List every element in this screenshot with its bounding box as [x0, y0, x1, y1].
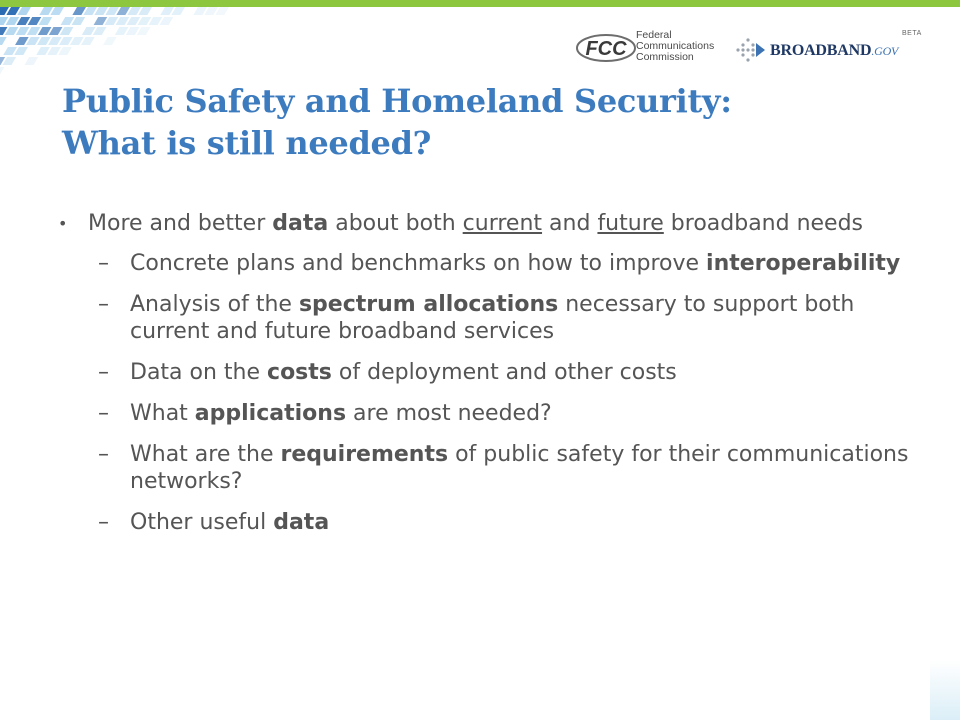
main-bullet: [58, 210, 918, 238]
underline-current: current: [462, 211, 543, 236]
emphasis-requirements: requirements: [280, 442, 449, 467]
mosaic-tile: [127, 17, 141, 25]
fcc-emblem-icon: [576, 28, 636, 68]
sub-bullet-requirements: [58, 441, 918, 495]
mosaic-tile: [160, 17, 174, 25]
mosaic-tile: [160, 7, 174, 15]
mosaic-tile: [215, 7, 229, 15]
mosaic-tile: [126, 27, 140, 35]
mosaic-tile: [0, 37, 7, 45]
mosaic-tile: [60, 27, 74, 35]
mosaic-tile: [81, 37, 95, 45]
mosaic-tile: [17, 17, 31, 25]
mosaic-tile: [103, 37, 117, 45]
text-run: of public safety for their communications networks?: [130, 442, 909, 494]
fcc-mark: FCC: [585, 38, 627, 60]
mosaic-tile: [127, 7, 141, 15]
mosaic-tile: [149, 17, 163, 25]
dash-marker: –: [98, 442, 109, 467]
mosaic-tile: [105, 7, 119, 15]
text-run: about both: [328, 211, 463, 236]
mosaic-tile: [6, 17, 20, 25]
mosaic-tile: [17, 7, 31, 15]
fcc-name-line-1: Federal: [636, 29, 672, 41]
emphasis-interoperability: interoperability: [706, 251, 901, 276]
text-run: What are the: [130, 442, 281, 467]
mosaic-tile: [15, 37, 29, 45]
text-run: broadband needs: [663, 211, 864, 236]
dash-marker: –: [98, 401, 109, 426]
broadband-word: BROADBAND: [770, 42, 872, 59]
mosaic-tile: [204, 7, 218, 15]
mosaic-tile: [49, 27, 63, 35]
main-bullet-text: [88, 211, 863, 236]
text-run: Other useful: [130, 510, 274, 535]
mosaic-tile: [25, 57, 39, 65]
mosaic-tile: [48, 37, 62, 45]
mosaic-tile: [58, 47, 72, 55]
text-run: and: [542, 211, 598, 236]
text-run: are most needed?: [346, 401, 552, 426]
mosaic-tile: [171, 7, 185, 15]
broadband-arrow-icon: [734, 34, 768, 66]
mosaic-tile: [38, 27, 52, 35]
broadband-gov-logo: [734, 30, 934, 66]
dash-marker: –: [98, 251, 109, 276]
underline-future: future: [597, 211, 664, 236]
text-run: More and better: [88, 211, 273, 236]
beta-label: BETA: [902, 30, 922, 37]
fcc-name-line-2: Communications: [636, 40, 715, 52]
pixel-mosaic-decoration: [0, 7, 380, 87]
dash-marker: –: [98, 510, 109, 535]
mosaic-tile: [105, 17, 119, 25]
mosaic-tile: [193, 7, 207, 15]
slide-body: [58, 210, 918, 550]
mosaic-tile: [0, 67, 4, 75]
mosaic-tile: [27, 27, 41, 35]
emphasis-data: data: [272, 211, 329, 236]
mosaic-tile: [5, 27, 19, 35]
mosaic-tile: [36, 47, 50, 55]
mosaic-tile: [116, 7, 130, 15]
mosaic-tile: [72, 7, 86, 15]
mosaic-tile: [59, 37, 73, 45]
fcc-name-line-3: Commission: [636, 51, 694, 63]
mosaic-tile: [14, 47, 28, 55]
mosaic-tile: [47, 47, 61, 55]
mosaic-tile: [26, 37, 40, 45]
fcc-name: [636, 30, 736, 63]
mosaic-tile: [138, 17, 152, 25]
text-run: What: [130, 401, 195, 426]
title-line-1: Public Safety and Homeland Security:: [62, 82, 732, 120]
corner-gradient-decoration: [930, 660, 960, 720]
mosaic-tile: [94, 17, 108, 25]
sub-bullet-interoperability: [58, 250, 918, 277]
sub-bullet-applications: [58, 400, 918, 427]
mosaic-tile: [70, 37, 84, 45]
mosaic-tile: [16, 27, 30, 35]
text-run: of deployment and other costs: [331, 360, 677, 385]
emphasis-applications: applications: [194, 401, 347, 426]
mosaic-tile: [138, 7, 152, 15]
mosaic-tile: [93, 27, 107, 35]
mosaic-tile: [28, 17, 42, 25]
mosaic-tile: [82, 27, 96, 35]
bullet-marker: •: [58, 214, 68, 233]
sub-bullet-costs: [58, 359, 918, 386]
sub-bullet-spectrum: [58, 291, 918, 345]
dash-marker: –: [98, 292, 109, 317]
mosaic-tile: [50, 7, 64, 15]
mosaic-tile: [137, 27, 151, 35]
mosaic-tile: [115, 27, 129, 35]
mosaic-tile: [72, 17, 86, 25]
mosaic-tile: [83, 7, 97, 15]
mosaic-tile: [39, 7, 53, 15]
emphasis-data: data: [273, 510, 330, 535]
title-line-2: What is still needed?: [62, 124, 432, 162]
header-logos: [576, 28, 936, 68]
mosaic-tile: [61, 17, 75, 25]
text-run: Data on the: [130, 360, 268, 385]
text-run: Concrete plans and benchmarks on how to improve: [130, 251, 707, 276]
fcc-logo: [576, 28, 726, 68]
mosaic-tile: [3, 57, 17, 65]
dash-marker: –: [98, 360, 109, 385]
emphasis-costs: costs: [267, 360, 332, 385]
mosaic-tile: [94, 7, 108, 15]
sub-bullet-other-data: [58, 509, 918, 536]
broadband-wordmark: [770, 42, 898, 60]
mosaic-tile: [116, 17, 130, 25]
text-run: Analysis of the: [130, 292, 299, 317]
emphasis-spectrum-allocations: spectrum allocations: [298, 292, 559, 317]
slide-title: [62, 80, 922, 164]
mosaic-tile: [39, 17, 53, 25]
top-accent-bar: [0, 0, 960, 7]
mosaic-tile: [3, 47, 17, 55]
broadband-suffix: .GOV: [871, 44, 899, 58]
text-run: necessary to support both current and future broadband services: [130, 292, 855, 344]
mosaic-tile: [6, 7, 20, 15]
mosaic-tile: [37, 37, 51, 45]
